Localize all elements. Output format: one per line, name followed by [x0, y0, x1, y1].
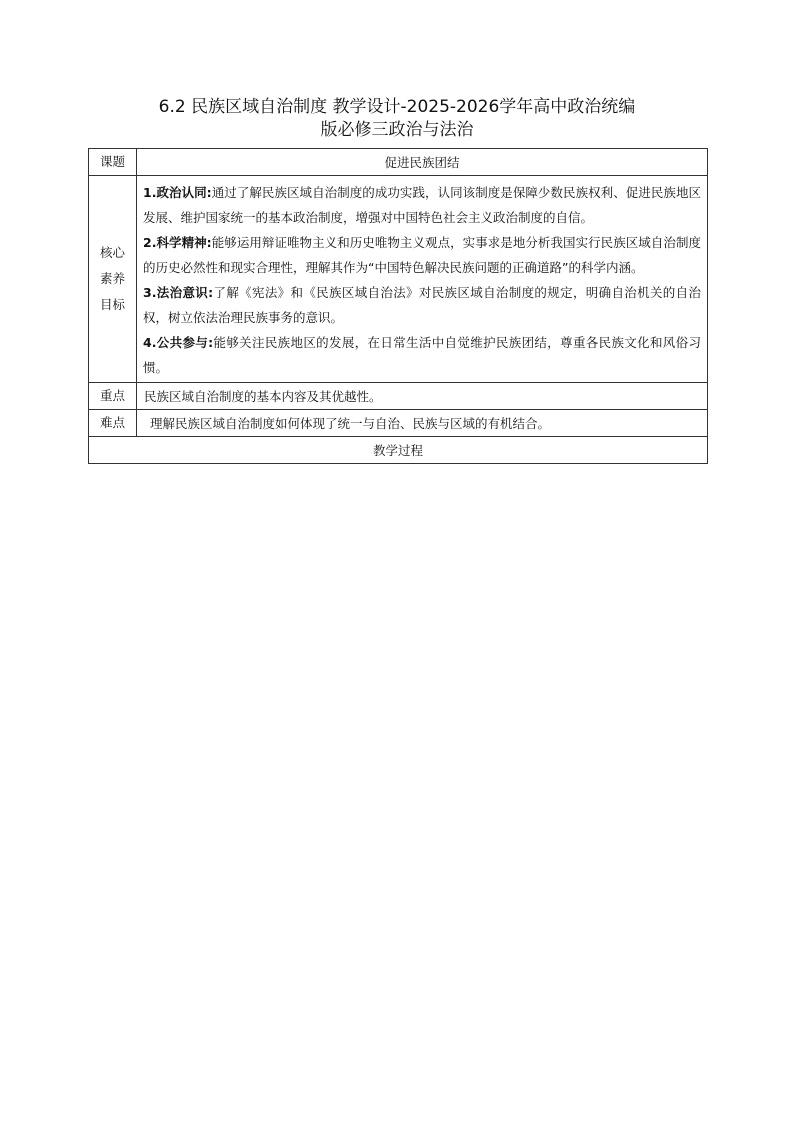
- lesson-plan-table: [88, 148, 708, 464]
- difficulty-value: 理解民族区域自治制度如何体现了统一与自治、民族与区域的有机结合。: [137, 410, 708, 437]
- goal-body: 能够关注民族地区的发展，在日常生活中自觉维护民族团结，尊重各民族文化和风俗习惯。: [143, 335, 701, 375]
- goal-political-identity: [143, 180, 701, 230]
- key-point-row: [89, 383, 708, 410]
- goals-row: [89, 176, 708, 383]
- goal-body: 通过了解民族区域自治制度的成功实践，认同该制度是保障少数民族权利、促进民族地区发展、维护国家统一的基本政治制度，增强对中国特色社会主义政治制度的自信。: [143, 185, 701, 225]
- topic-row: [89, 149, 708, 176]
- goal-rule-of-law: [143, 280, 701, 330]
- goal-scientific-spirit: [143, 230, 701, 280]
- topic-value: 促进民族团结: [137, 149, 708, 176]
- goals-label-line-3: 目标: [99, 297, 125, 312]
- goal-head: 4.公共参与:: [143, 335, 214, 350]
- key-point-value: 民族区域自治制度的基本内容及其优越性。: [137, 383, 708, 410]
- difficulty-label: 难点: [89, 410, 137, 437]
- difficulty-row: [89, 410, 708, 437]
- goal-head: 1.政治认同:: [143, 185, 212, 200]
- key-point-label: 重点: [89, 383, 137, 410]
- goals-label: [89, 176, 137, 383]
- document-title-line-1: 6.2 民族区域自治制度 教学设计-2025-2026学年高中政治统编: [158, 97, 636, 117]
- topic-label: 课题: [89, 149, 137, 176]
- goal-head: 3.法治意识:: [143, 285, 214, 300]
- document-title-line-2: 版必修三政治与法治: [320, 120, 474, 140]
- goal-public-participation: [143, 330, 701, 380]
- goals-label-line-1: 核心: [99, 245, 125, 260]
- goal-body: 能够运用辩证唯物主义和历史唯物主义观点，实事求是地分析我国实行民族区域自治制度的历史必然性和现实合理性，理解其作为“中国特色解决民族问题的正确道路”的科学内涵。: [143, 235, 701, 275]
- goal-head: 2.科学精神:: [143, 235, 212, 250]
- process-label: 教学过程: [89, 437, 708, 464]
- goals-content: [137, 176, 708, 383]
- document-title: [88, 96, 706, 142]
- goal-body: 了解《宪法》和《民族区域自治法》对民族区域自治制度的规定，明确自治机关的自治权，树立依法治理民族事务的意识。: [143, 285, 701, 325]
- process-row: [89, 437, 708, 464]
- goals-label-line-2: 素养: [99, 271, 125, 286]
